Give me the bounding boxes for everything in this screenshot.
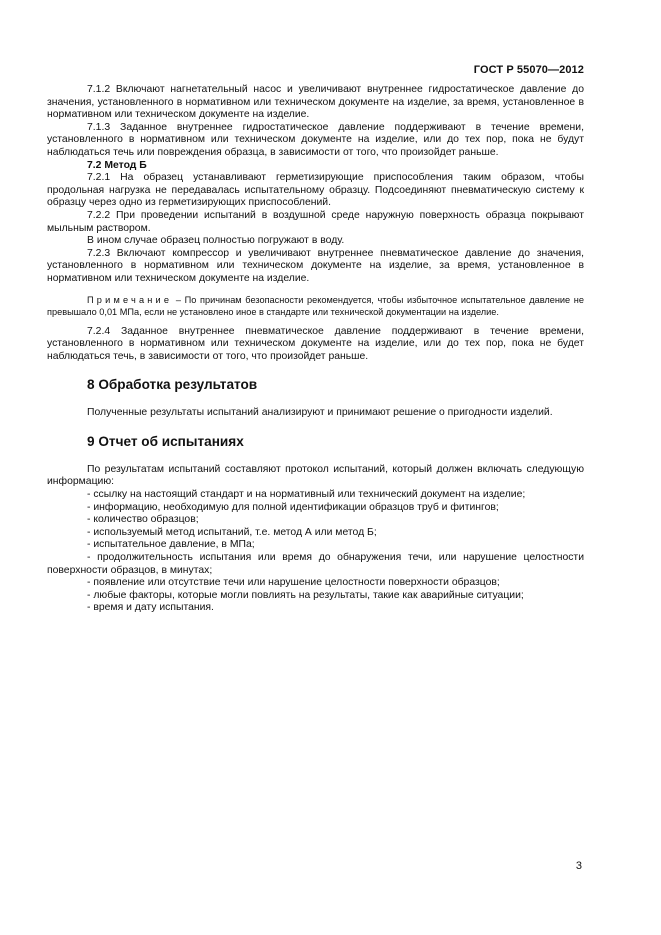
clause-7-2-1: 7.2.1 На образец устанавливают герметизирующие приспособления таким образом, чтобы продольная нагрузка не передавалась испытательному образцу. Подсоединяют пневматическую систему к образцу через одно из герметизирующих приспособлений.: [47, 172, 584, 209]
document-code-header: ГОСТ Р 55070—2012: [473, 64, 584, 76]
report-requirements-list: [47, 489, 584, 615]
clause-7-2-3: 7.2.3 Включают компрессор и увеличивают внутреннее пневматическое давление до значения, установленного в нормативном или техническом документе на изделие, за время, установленное в нормативном или техническом документе на изделие.: [47, 247, 584, 284]
list-item: - ссылку на настоящий стандарт и на нормативный или технический документ на изделие;: [87, 489, 526, 501]
list-item: - испытательное давление, в МПа;: [87, 539, 255, 551]
list-item: - количество образцов;: [87, 514, 199, 526]
list-item: - время и дату испытания.: [87, 602, 214, 614]
subsection-heading-7-2: 7.2 Метод Б: [87, 159, 147, 171]
safety-note: [47, 294, 584, 318]
note-label: Примечание: [87, 294, 173, 305]
list-item: - информацию, необходимую для полной идентификации образцов труб и фитингов;: [87, 501, 499, 513]
list-item: - продолжительность испытания или время до обнаружения течи, или нарушение целостности поверхности образцов, в минутах;: [47, 552, 584, 576]
page-number: 3: [575, 860, 582, 872]
clause-7-2-2-continuation: В ином случае образец полностью погружают в воду.: [87, 235, 345, 247]
clause-7-2-4: 7.2.4 Заданное внутреннее пневматическое давление поддерживают в течение времени, установленного в нормативном или техническом документе на изделие, или до тех пор, пока не будет наблюдаться течь, в зависимости от того, что произойдет раньше.: [47, 325, 584, 362]
document-body: [47, 84, 584, 615]
list-item: - появление или отсутствие течи или нарушение целостности поверхности образцов;: [87, 577, 500, 589]
section-heading-9: 9 Отчет об испытаниях: [87, 433, 244, 449]
section-9-intro: По результатам испытаний составляют протокол испытаний, который должен включать следующую информацию:: [47, 463, 584, 488]
section-heading-8: 8 Обработка результатов: [87, 377, 258, 393]
clause-7-2-2: 7.2.2 При проведении испытаний в воздушной среде наружную поверхность образца покрывают мыльным раствором.: [47, 209, 584, 234]
list-item: - используемый метод испытаний, т.е. метод А или метод Б;: [87, 526, 377, 538]
section-8-text: Полученные результаты испытаний анализируют и принимают решение о пригодности изделий.: [87, 407, 553, 419]
note-text: – По причинам безопасности рекомендуется, чтобы избыточное испытательное давление не превышало 0,01 МПа, если не установлено иное в стандарте или технической документации на изделие.: [47, 294, 584, 317]
clause-7-1-3: 7.1.3 Заданное внутреннее гидростатическое давление поддерживают в течение времени, установленного в нормативном или техническом документе на изделие, или до тех пор, пока не будут наблюдаться течь или повреждения образца, в зависимости от того, что произойдет раньше.: [47, 121, 584, 158]
list-item: - любые факторы, которые могли повлиять на результаты, такие как аварийные ситуации;: [87, 589, 524, 601]
clause-7-1-2: 7.1.2 Включают нагнетательный насос и увеличивают внутреннее гидростатическое давление до значения, установленного в нормативном или техническом документе на изделие, за время, установленное в нормативном или техническом документе на изделие.: [47, 84, 584, 121]
